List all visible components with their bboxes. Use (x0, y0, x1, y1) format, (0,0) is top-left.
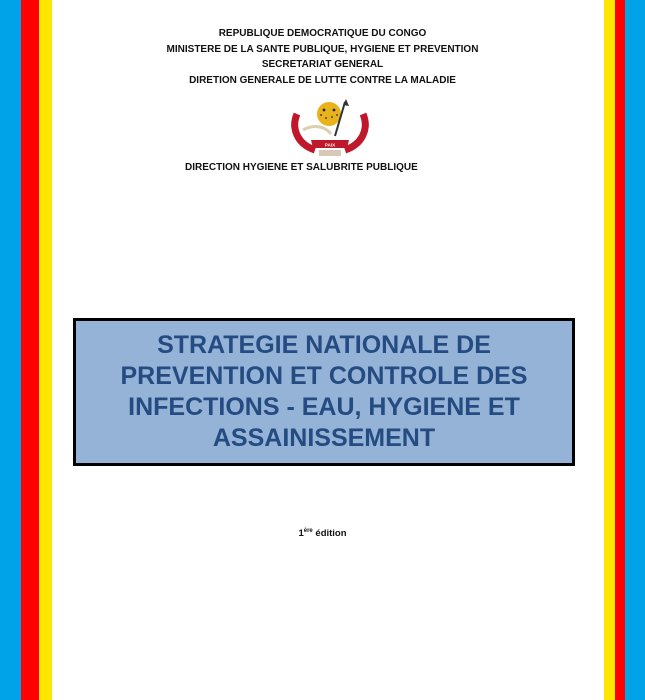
edition-word: édition (315, 528, 347, 540)
header-line-direction-generale: DIRETION GENERALE DE LUTTE CONTRE LA MALADIE (189, 74, 456, 86)
title-line-3: INFECTIONS - EAU, HYGIENE ET (128, 393, 520, 421)
direction-hygiene-label: DIRECTION HYGIENE ET SALUBRITE PUBLIQUE (185, 162, 418, 173)
right-flag-band-red (615, 0, 625, 700)
coat-of-arms-icon (289, 96, 371, 158)
title-box (73, 318, 575, 466)
edition-number: 1 (298, 528, 304, 540)
svg-text:PAIX: PAIX (324, 142, 336, 148)
document-title (103, 330, 546, 454)
edition-superscript: ère (303, 528, 313, 534)
edition-label (0, 528, 645, 539)
header-line-republic: REPUBLIQUE DEMOCRATIQUE DU CONGO (218, 28, 427, 39)
header-line-secretariat: SECRETARIAT GENERAL (261, 59, 384, 70)
title-line-2: PREVENTION ET CONTROLE DES (120, 362, 528, 390)
right-flag-band-blue (625, 0, 645, 700)
title-line-1: STRATEGIE NATIONALE DE (157, 331, 491, 359)
right-flag-band-yellow (604, 0, 615, 700)
title-line-4: ASSAINISSEMENT (212, 424, 436, 452)
document-header (0, 26, 645, 88)
left-flag-band-red (21, 0, 39, 700)
header-line-ministry: MINISTERE DE LA SANTE PUBLIQUE, HYGIENE ET PREVENTION (166, 43, 479, 55)
left-flag-band-yellow (39, 0, 52, 700)
left-flag-band-blue (0, 0, 21, 700)
